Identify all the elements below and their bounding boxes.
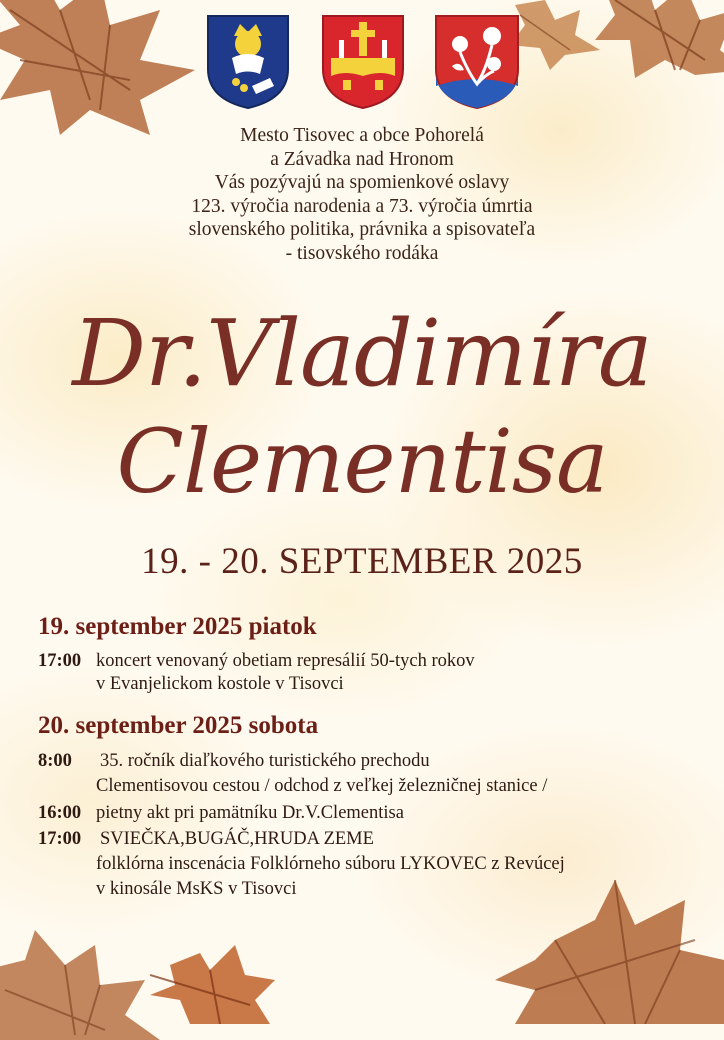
zavadka-coat-of-arms-icon: [434, 14, 520, 110]
day2-heading: 20. september 2025 sobota: [38, 712, 319, 739]
pohorela-coat-of-arms-icon: [321, 14, 405, 110]
autumn-leaf-bottom-right-icon: [495, 880, 724, 1024]
intro-line: a Závadka nad Hronom: [270, 148, 454, 170]
program-description: SVIEČKA,BUGÁČ,HRUDA ZEME: [100, 829, 374, 849]
intro-line: Mesto Tisovec a obce Pohorelá: [240, 125, 484, 146]
invitation-text: [0, 124, 724, 265]
tisovec-coat-of-arms-icon: [206, 14, 290, 110]
day1-heading: 19. september 2025 piatok: [38, 613, 317, 640]
program-description: pietny akt pri pamätníku Dr.V.Clementisa: [96, 803, 404, 823]
intro-line: slovenského politika, právnika a spisovateľa: [188, 219, 536, 240]
program-time: 17:00: [38, 829, 82, 849]
program-item: [38, 803, 404, 824]
program-description-continued: folklórna inscenácia Folklórneho súboru LYKOVEC z Revúcej: [96, 854, 565, 874]
title-first-line: Dr.Vladimíra: [72, 300, 652, 407]
program-description-continued: v Evanjelickom kostole v Tisovci: [96, 674, 344, 694]
event-date-range: 19. - 20. SEPTEMBER 2025: [141, 541, 583, 582]
title-second-line: Clementisa: [116, 410, 608, 513]
program-item: [38, 829, 374, 850]
program-description-continued: Clementisovou cestou / odchod z veľkej železničnej stanice /: [96, 776, 548, 796]
program-description: koncert venovaný obetiam represálií 50-tych rokov: [96, 651, 475, 671]
coats-of-arms-row: [0, 14, 724, 114]
autumn-leaf-bottom-center-icon: [150, 945, 280, 1024]
program-time: 8:00: [38, 751, 72, 771]
intro-line: 123. výročia narodenia a 73. výročia úmrtia: [191, 195, 533, 217]
program-time: 16:00: [38, 803, 82, 823]
intro-line: Vás pozývajú na spomienkové oslavy: [214, 172, 510, 193]
program-item: [38, 651, 475, 672]
program-description: 35. ročník diaľkového turistického prechodu: [100, 751, 430, 771]
program-time: 17:00: [38, 651, 82, 671]
program-description-continued: v kinosále MsKS v Tisovci: [96, 879, 297, 899]
program-item: [38, 751, 430, 772]
intro-line: - tisovského rodáka: [285, 242, 439, 264]
